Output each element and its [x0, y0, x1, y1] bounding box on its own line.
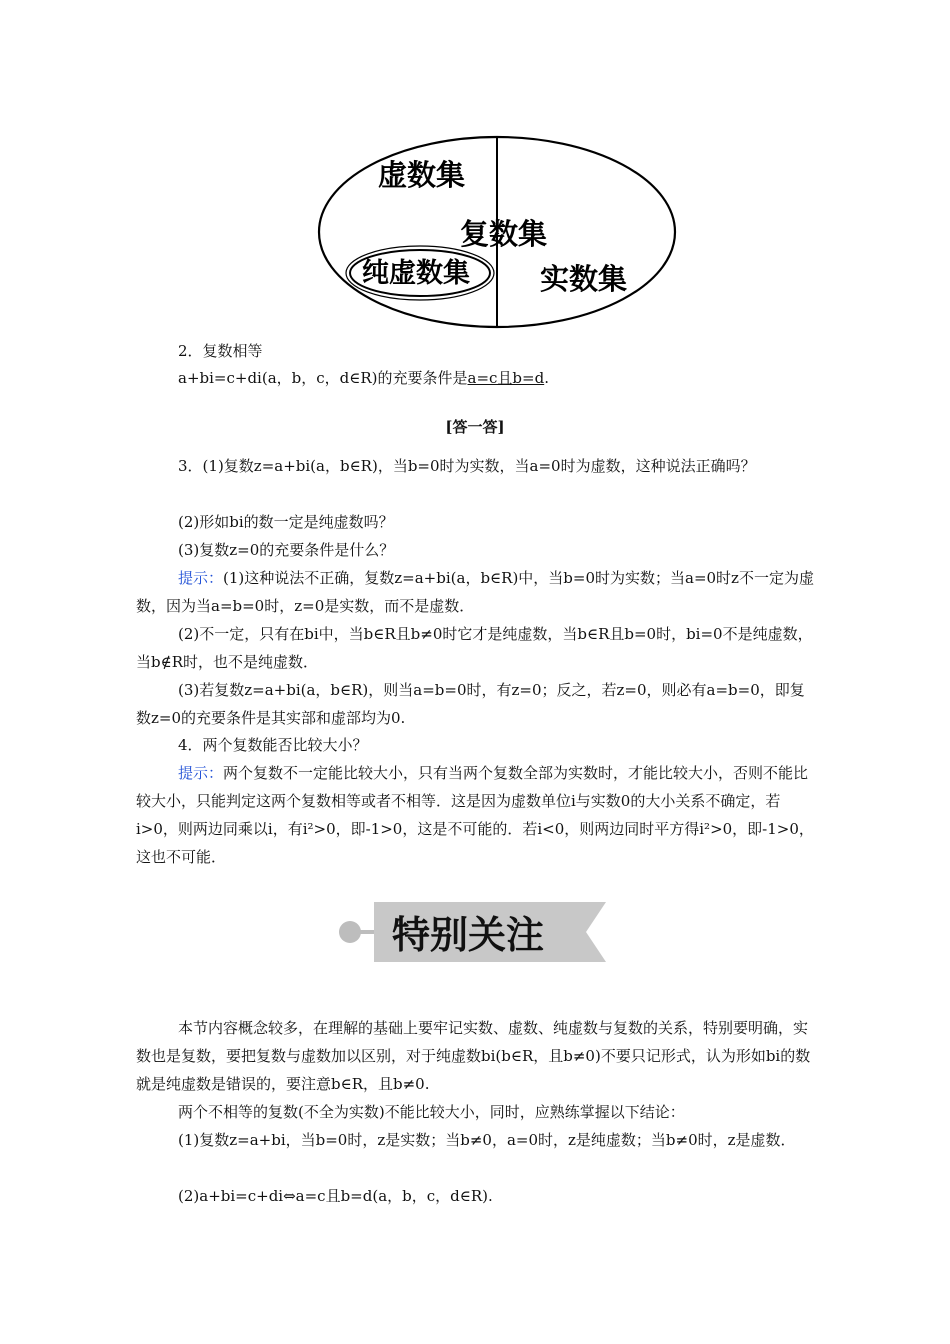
question-4: 4．两个复数能否比较大小？ [178, 736, 368, 754]
question-3-line1: 3．(1)复数z=a+bi(a，b∈R)，当b=0时为实数，当a=0时为虚数，这种说法正确吗？ [178, 457, 756, 475]
hint-3-1: 提示：(1)这种说法不正确，复数z=a+bi(a，b∈R)中，当b=0时为实数；当a=0时z不一定为虚数，因为当a=b=0时，z=0是实数，而不是虚数． [136, 569, 814, 615]
question-3-line3: (3)复数z=0的充要条件是什么？ [178, 541, 395, 559]
notes-paragraph-2: 两个不相等的复数(不全为实数)不能比较大小，同时，应熟练掌握以下结论： [178, 1103, 685, 1121]
banner-dot [339, 921, 361, 943]
section-2-text: a+bi=c+di(a，b，c，d∈R)的充要条件是a=c且b=d. [178, 369, 549, 387]
pure-imaginary-set-label: 纯虚数集 [362, 258, 470, 289]
question-3-line2: (2)形如bi的数一定是纯虚数吗？ [178, 513, 394, 531]
complex-set-label: 复数集 [460, 217, 548, 251]
hint-label: 提示： [178, 764, 224, 782]
notes-paragraph-4: (2)a+bi=c+di⇔a=c且b=d(a，b，c，d∈R). [178, 1187, 493, 1205]
qa-header: [答一答] [445, 418, 505, 436]
notes-paragraph-1: 本节内容概念较多，在理解的基础上要牢记实数、虚数、纯虚数与复数的关系，特别要明确，实数也是复数，要把复数与虚数加以区别，对于纯虚数bi(b∈R，且b≠0)不要只记形式，认为形如bi的数就是纯虚数是错误的，要注意b∈R，且b≠0. [136, 1019, 811, 1093]
special-attention-banner [334, 896, 608, 966]
answer-underline: a=c且b=d [467, 369, 545, 387]
hint-3-2: (2)不一定，只有在bi中，当b∈R且b≠0时它才是纯虚数，当b∈R且b=0时，bi=0不是纯虚数，当b∉R时，也不是纯虚数． [136, 625, 813, 671]
hint-label: 提示： [178, 569, 224, 587]
imaginary-set-label: 虚数集 [378, 158, 466, 192]
real-set-label: 实数集 [540, 262, 628, 296]
notes-paragraph-3: (1)复数z=a+bi，当b=0时，z是实数；当b≠0，a=0时，z是纯虚数；当b≠0时，z是虚数． [178, 1131, 796, 1149]
complex-number-set-diagram [316, 133, 680, 333]
hint-3-3: (3)若复数z=a+bi(a，b∈R)，则当a=b=0时，有z=0；反之，若z=0，则必有a=b=0，即复数z=0的充要条件是其实部和虚部均为0. [136, 681, 805, 727]
section-2-title: 2．复数相等 [178, 342, 263, 360]
banner-title: 特别关注 [392, 913, 545, 957]
hint-4: 提示：两个复数不一定能比较大小，只有当两个复数全部为实数时，才能比较大小，否则不能比较大小，只能判定这两个复数相等或者不相等．这是因为虚数单位i与实数0的大小关系不确定，若i>0，则两边同乘以i，有i²>0，即-1>0，这是不可能的．若i<0，则两边同时平方得i²>0，即-1>0，这也不可能． [136, 764, 814, 866]
